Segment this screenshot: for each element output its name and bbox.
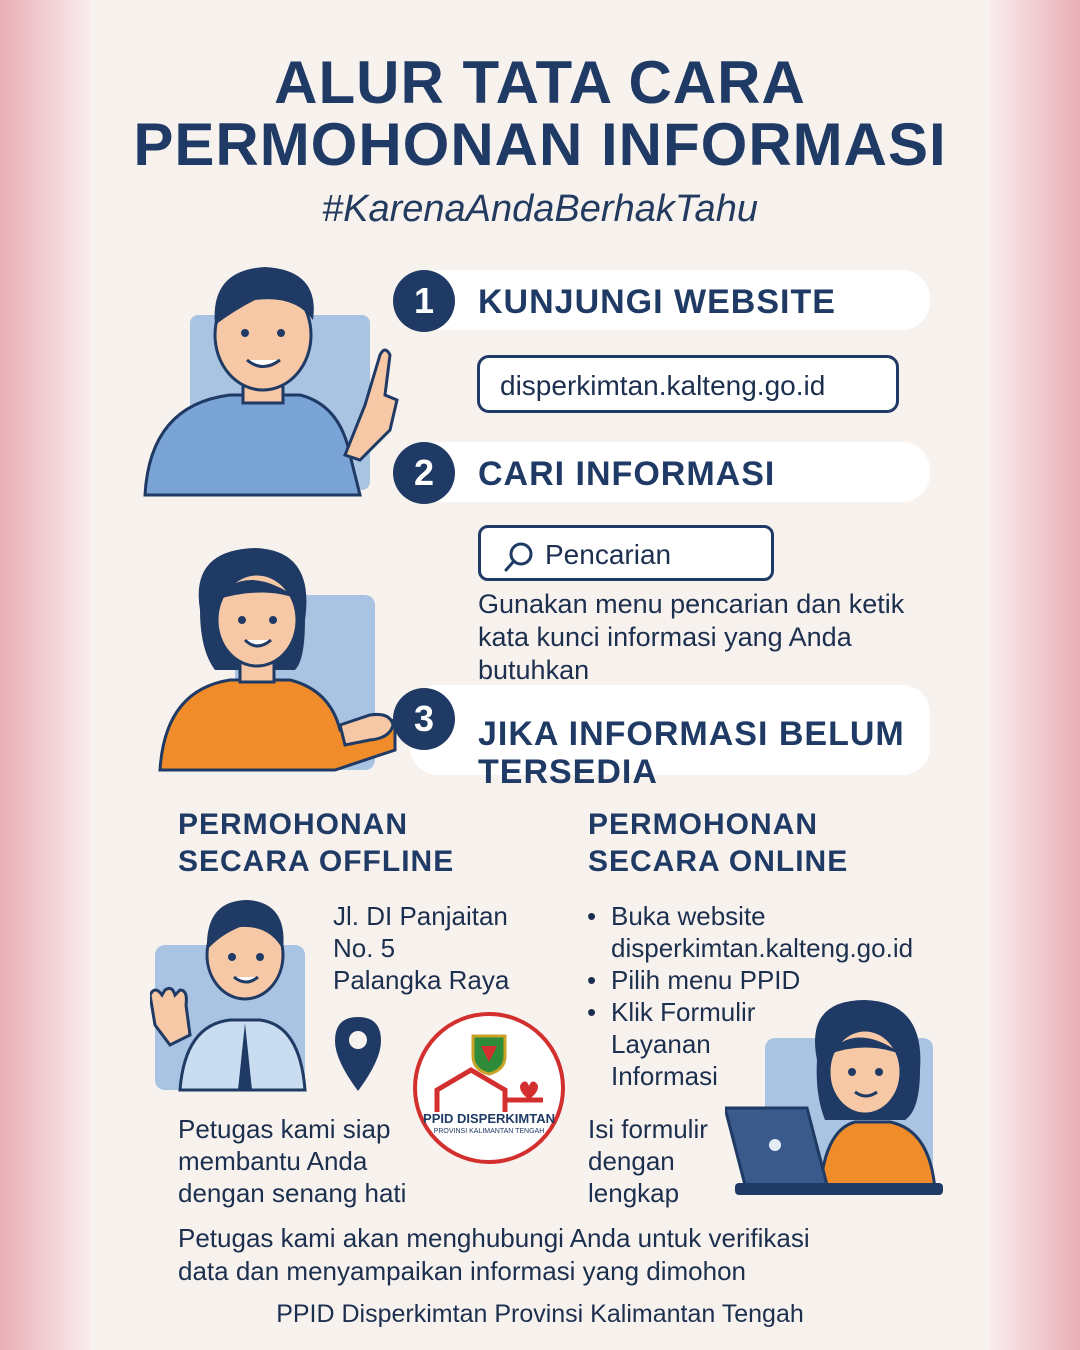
search-icon bbox=[503, 541, 535, 573]
offline-heading bbox=[178, 806, 454, 880]
offline-note bbox=[178, 1113, 406, 1209]
offline-heading-line: PERMOHONAN bbox=[178, 808, 409, 841]
online-note-line: Isi formulir bbox=[588, 1114, 708, 1144]
offline-note-line: dengan senang hati bbox=[178, 1178, 407, 1208]
online-step-line: Layanan bbox=[611, 1029, 711, 1059]
online-step-line: • Klik Formulir bbox=[611, 997, 756, 1027]
title-line-1: ALUR TATA CARA bbox=[274, 49, 806, 116]
offline-note-line: Petugas kami siap bbox=[178, 1114, 391, 1144]
online-heading-line: PERMOHONAN bbox=[588, 808, 819, 841]
step-1-number: 1 bbox=[393, 270, 455, 332]
ppid-logo bbox=[413, 1012, 565, 1164]
search-box[interactable] bbox=[478, 525, 774, 581]
online-note bbox=[588, 1113, 708, 1209]
office-address bbox=[333, 900, 509, 996]
logo-subtitle: PROVINSI KALIMANTAN TENGAH bbox=[433, 1128, 545, 1135]
website-url-box[interactable] bbox=[477, 355, 899, 413]
offline-note-line: membantu Anda bbox=[178, 1146, 368, 1176]
step-3-label-line: JIKA INFORMASI BELUM bbox=[478, 715, 905, 753]
step-1-label: KUNJUNGI WEBSITE bbox=[478, 283, 836, 321]
man-pointing-illustration bbox=[135, 255, 405, 500]
step-3-number: 3 bbox=[393, 688, 455, 750]
closing-line: Petugas kami akan menghubungi Anda untuk verifikasi bbox=[178, 1223, 810, 1253]
title-line-2: PERMOHONAN INFORMASI bbox=[133, 111, 947, 178]
officer-waving-illustration bbox=[150, 895, 315, 1095]
step-2-label: CARI INFORMASI bbox=[478, 455, 776, 493]
hashtag: #KarenaAndaBerhakTahu bbox=[322, 188, 758, 230]
online-step bbox=[585, 964, 965, 996]
online-note-line: lengkap bbox=[588, 1178, 680, 1208]
offline-heading-line: SECARA OFFLINE bbox=[178, 845, 455, 878]
logo-title: PPID DISPERKIMTAN bbox=[423, 1111, 555, 1126]
woman-laptop-illustration bbox=[725, 1000, 945, 1200]
footer-credit: PPID Disperkimtan Provinsi Kalimantan Tengah bbox=[276, 1300, 804, 1328]
step-2-description bbox=[478, 588, 958, 687]
closing-line: data dan menyampaikan informasi yang dimohon bbox=[178, 1256, 747, 1286]
online-step-line: disperkimtan.kalteng.go.id bbox=[611, 933, 914, 963]
step-2-number: 2 bbox=[393, 442, 455, 504]
search-label: Pencarian bbox=[545, 539, 672, 570]
online-step-line: • Buka website bbox=[611, 901, 766, 931]
online-heading-line: SECARA ONLINE bbox=[588, 845, 849, 878]
online-step-line: Informasi bbox=[611, 1061, 718, 1091]
address-line: Jl. DI Panjaitan bbox=[333, 901, 508, 931]
step-3-label-line: TERSEDIA bbox=[478, 753, 658, 791]
step-3-label bbox=[478, 715, 905, 791]
online-step bbox=[585, 900, 965, 964]
address-line: No. 5 bbox=[333, 933, 396, 963]
step-2-desc-line: Gunakan menu pencarian dan ketik bbox=[478, 589, 905, 619]
online-heading bbox=[588, 806, 848, 880]
house-heart-icon bbox=[431, 1064, 553, 1114]
location-pin-icon bbox=[333, 1015, 383, 1093]
closing-text bbox=[178, 1222, 810, 1288]
online-step-line: • Pilih menu PPID bbox=[611, 965, 801, 995]
website-url: disperkimtan.kalteng.go.id bbox=[500, 370, 826, 401]
step-2-desc-line: kata kunci informasi yang Anda bbox=[478, 622, 852, 652]
online-note-line: dengan bbox=[588, 1146, 675, 1176]
address-line: Palangka Raya bbox=[333, 965, 510, 995]
woman-illustration bbox=[155, 540, 400, 775]
step-2-desc-line: butuhkan bbox=[478, 655, 590, 685]
